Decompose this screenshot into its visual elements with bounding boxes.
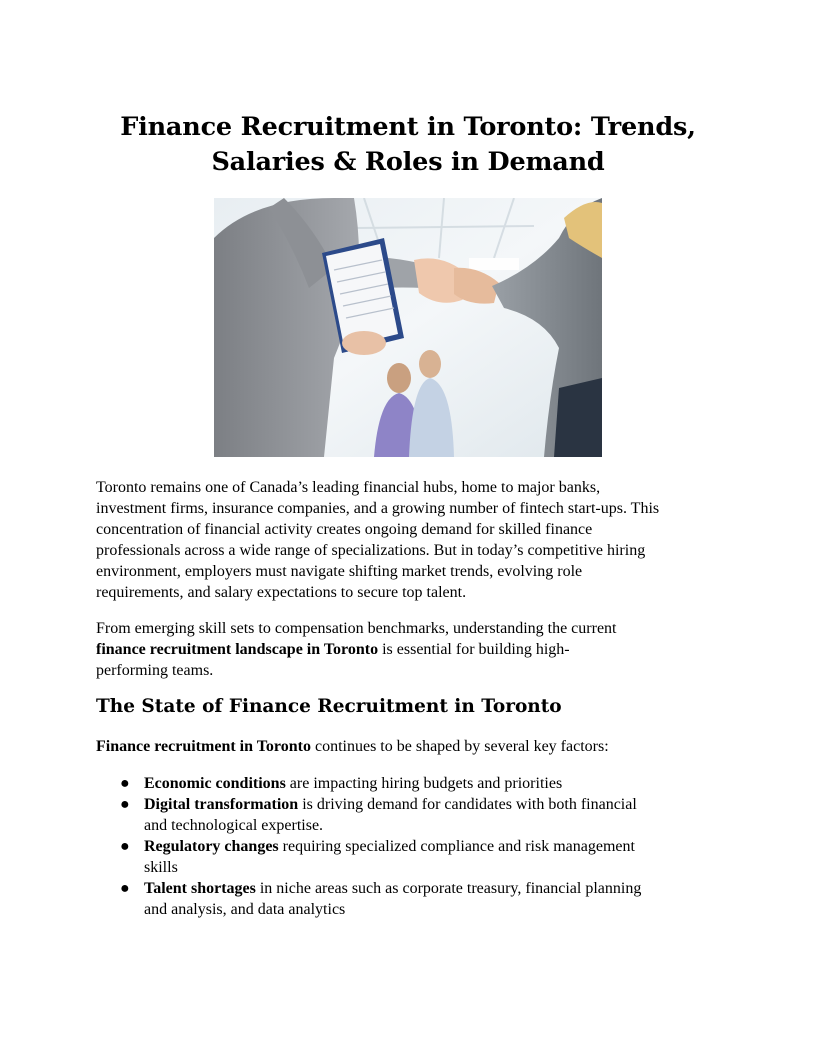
list-item (96, 794, 722, 836)
list-item (96, 773, 722, 794)
landscape-paragraph (96, 618, 722, 681)
factor-text: in niche areas such as corporate treasury, financial planning (255, 880, 642, 897)
document-title (96, 110, 720, 180)
factor-text: is driving demand for candidates with both financial (298, 796, 637, 813)
intro-paragraph (96, 477, 722, 603)
bullet-icon: ● (120, 838, 130, 855)
title-line-2: Salaries & Roles in Demand (211, 147, 605, 177)
intro-line-6: requirements, and salary expectations to secure top talent. (96, 584, 467, 601)
list-item (96, 836, 722, 878)
landscape-bold-phrase: finance recruitment landscape in Toronto (96, 641, 379, 658)
landscape-line-1: From emerging skill sets to compensation benchmarks, understanding the current (96, 620, 617, 637)
section-heading: The State of Finance Recruitment in Toronto (96, 696, 562, 717)
factors-intro-bold: Finance recruitment in Toronto (96, 738, 311, 755)
handshake-photo (214, 198, 602, 457)
factor-title: Regulatory changes (144, 838, 279, 855)
bullet-icon: ● (120, 796, 130, 813)
intro-line-2: investment firms, insurance companies, and a growing number of fintech start-ups. This (96, 500, 660, 517)
intro-line-5: environment, employers must navigate shifting market trends, evolving role (96, 563, 583, 580)
factor-text: are impacting hiring budgets and priorities (285, 775, 563, 792)
intro-line-3: concentration of financial activity creates ongoing demand for skilled finance (96, 521, 593, 538)
landscape-line-3: performing teams. (96, 662, 214, 679)
intro-line-4: professionals across a wide range of specializations. But in today’s competitive hiring (96, 542, 646, 559)
factors-intro (96, 736, 722, 757)
factors-intro-rest: continues to be shaped by several key factors: (310, 738, 609, 755)
title-line-1: Finance Recruitment in Toronto: Trends, (120, 112, 696, 142)
factor-title: Economic conditions (144, 775, 286, 792)
intro-line-1: Toronto remains one of Canada’s leading financial hubs, home to major banks, (96, 479, 601, 496)
bullet-icon: ● (120, 880, 130, 897)
factor-title: Talent shortages (144, 880, 256, 897)
factor-text-continued: and analysis, and data analytics (144, 901, 346, 918)
factor-title: Digital transformation (144, 796, 299, 813)
factor-text: requiring specialized compliance and risk management (278, 838, 635, 855)
factor-text-continued: skills (144, 859, 178, 876)
factor-text-continued: and technological expertise. (144, 817, 324, 834)
bullet-icon: ● (120, 775, 130, 792)
landscape-line-2: is essential for building high- (378, 641, 570, 658)
list-item (96, 878, 722, 920)
factors-list (96, 773, 722, 920)
